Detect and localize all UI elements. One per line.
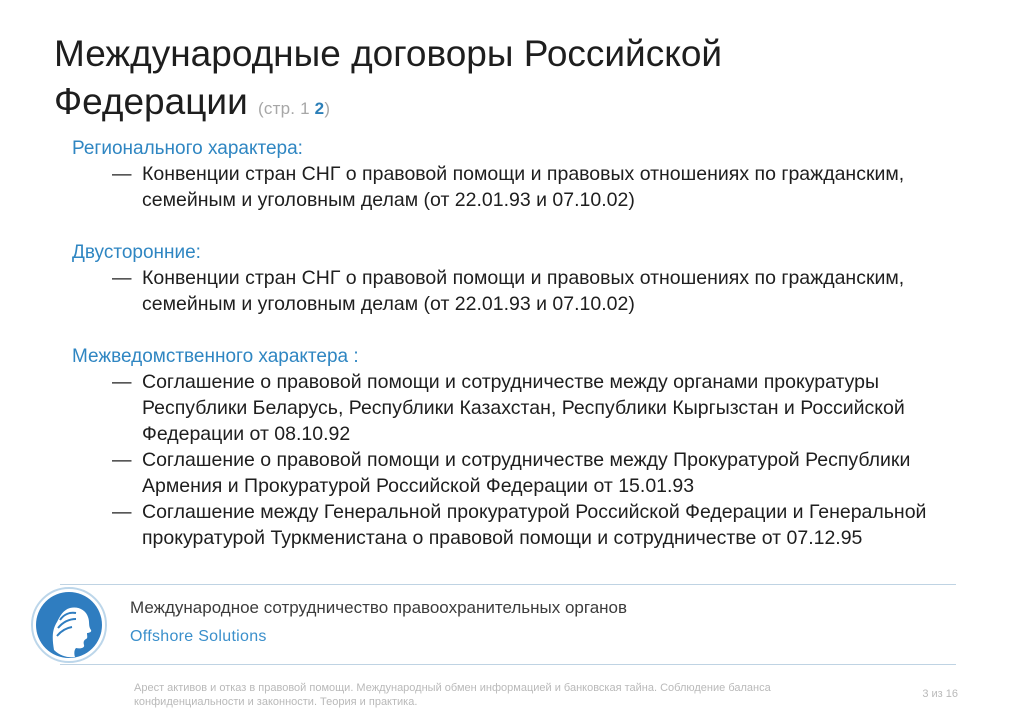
list-item: [72, 369, 952, 447]
section-heading: Регионального характера:: [72, 138, 303, 159]
footer-divider-top: [60, 584, 956, 585]
list-item: [72, 447, 952, 499]
page-indicator-prefix: (стр. 1: [258, 99, 310, 118]
section-bilateral: [72, 240, 952, 317]
page-counter: 3 из 16: [922, 688, 958, 700]
title-word: Федерации: [54, 81, 248, 122]
list-item-text: Конвенции стран СНГ о правовой помощи и правовых отношениях по гражданским, семейным и уголовным делам (от 22.01.93 и 07.10.02): [142, 163, 905, 211]
title-line-2: [54, 78, 994, 133]
bottom-caption: Арест активов и отказ в правовой помощи. Международный обмен информацией и банковская тайна. Соблюдение баланса конфиденциальности и законности. Теория и практика.: [134, 682, 771, 708]
list-item-text: Соглашение о правовой помощи и сотрудничестве между Прокуратурой Республики Армения и Прокуратурой Российской Федерации от 15.01.93: [142, 449, 911, 497]
dash-bullet: —: [112, 449, 132, 471]
page-indicator-suffix: ): [324, 99, 331, 118]
dash-bullet: —: [112, 267, 132, 289]
treaties-content: [72, 136, 952, 578]
dash-bullet: —: [112, 163, 132, 185]
page-indicator: [258, 99, 330, 118]
list-item-text: Конвенции стран СНГ о правовой помощи и правовых отношениях по гражданским, семейным и уголовным делам (от 22.01.93 и 07.10.02): [142, 267, 905, 315]
company-name: Offshore Solutions: [130, 628, 267, 645]
list-item-text: Соглашение о правовой помощи и сотрудничестве между органами прокуратуры Республики Беларусь, Республики Казахстан, Республики Кыргызстан и Российской Федерации от 08.10.92: [142, 371, 905, 445]
footer-divider-bottom: [60, 664, 956, 665]
dash-bullet: —: [112, 501, 132, 523]
list-item: [72, 265, 952, 317]
section-heading: Двусторонние:: [72, 242, 201, 263]
title-line-1: Международные договоры Российской: [54, 33, 723, 74]
page-title: [54, 30, 994, 133]
section-regional: [72, 136, 952, 213]
list-item-text: Соглашение между Генеральной прокуратурой Российской Федерации и Генеральной прокуратурой Туркменистана о правовой помощи и сотрудничестве от 07.12.95: [142, 501, 927, 549]
list-item: [72, 499, 952, 551]
list-item: [72, 161, 952, 213]
footer-title: Международное сотрудничество правоохранительных органов: [130, 598, 628, 617]
section-heading: Межведомственного характера :: [72, 346, 359, 367]
human-head-profile-icon: [30, 586, 108, 664]
dash-bullet: —: [112, 371, 132, 393]
page-indicator-current: 2: [314, 99, 325, 118]
section-interdepartmental: [72, 344, 952, 551]
